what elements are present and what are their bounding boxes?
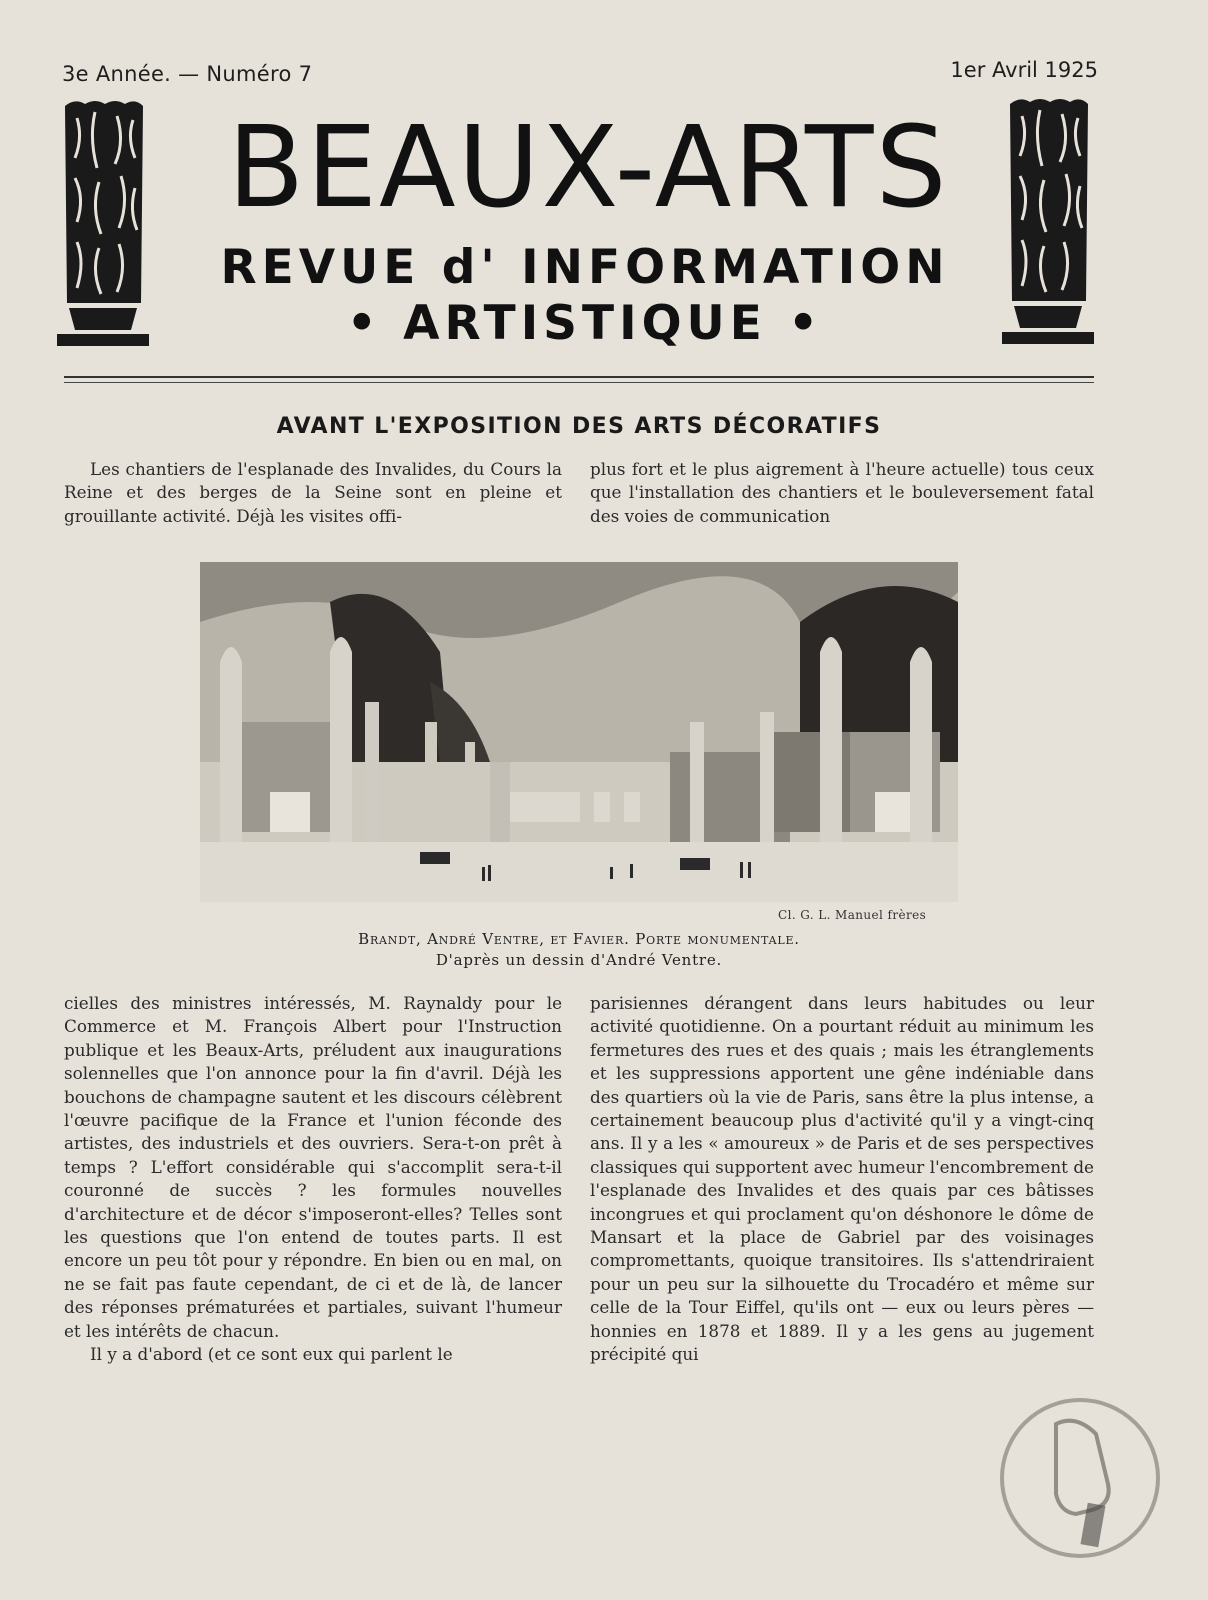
illustration-monumental-gate <box>200 562 958 902</box>
divider-rule-thin <box>64 382 1094 383</box>
paragraph: cielles des ministres intéressés, M. Raynaldy pour le Commerce et M. François Albert pour l'Instruction publique et les Beaux-Arts, préludent aux inaugurations solennelles que l'on annonce pour la fin d'avril. Déjà les bouchons de champagne sautent et les discours célèbrent l'œuvre pacifique de la France et l'union féconde des artistes, des industriels et des ouvriers. Sera-t-on prêt à temps ? L'effort considérable qui s'accomplit sera-t-il couronné de succès ? les formules nouvelles d'architecture et de décor s'imposeront-elles? Telles sont les questions que l'on entend de toutes parts. Il est encore un peu tôt pour y répondre. En bien ou en mal, on ne se fait pas faute cependant, de ci et de là, de lancer des réponses prématurées et partiales, suivant l'humeur et les intérêts de chacun. <box>64 993 562 1341</box>
figure-caption-2: D'après un dessin d'André Ventre. <box>435 951 723 969</box>
masthead-title: BEAUX-ARTS <box>227 103 949 233</box>
article-column-bottom-right <box>590 992 1094 1367</box>
paragraph: plus fort et le plus aigrement à l'heure actuelle) tous ceux que l'installation des chantiers et le bouleversement fatal des voies de communication <box>590 459 1094 526</box>
article-column-bottom-left <box>64 992 562 1367</box>
ornament-column-left <box>55 98 151 358</box>
masthead-subtitle-2: • ARTISTIQUE • <box>346 296 824 351</box>
figure-caption: Brandt, André Ventre, et Favier. Porte monumentale. <box>358 930 800 948</box>
article-column-top-left <box>64 458 562 528</box>
library-stamp-watermark <box>996 1394 1164 1562</box>
photo-credit: Cl. G. L. Manuel frères <box>778 908 927 922</box>
ornament-column-right <box>1000 96 1096 356</box>
issue-date: 1er Avril 1925 <box>950 58 1098 82</box>
issue-number: 3e Année. — Numéro 7 <box>62 62 313 86</box>
masthead-subtitle: REVUE d' INFORMATION <box>220 240 950 295</box>
article-headline: AVANT L'EXPOSITION DES ARTS DÉCORATIFS <box>276 414 882 439</box>
paragraph: Les chantiers de l'esplanade des Invalides, du Cours la Reine et des berges de la Seine sont en pleine et grouillante activité. Déjà les visites offi- <box>64 459 562 526</box>
paragraph: parisiennes dérangent dans leurs habitudes ou leur activité quotidienne. On a pourtant réduit au minimum les fermetures des rues et des quais ; mais les étranglements et les suppressions apportent une gêne indéniable dans des quartiers où la vie de Paris, sans être la plus intense, a certainement beaucoup plus d'activité qu'il y a vingt-cinq ans. Il y a les « amoureux » de Paris et de ses perspectives classiques qui supportent avec humeur l'encombrement de l'esplanade des Invalides et des quais par ces bâtisses incongrues et qui proclament qu'on déshonore le dôme de Mansart et la place de Gabriel par des voisinages compromettants, quoique transitoires. Ils s'attendriraient pour un peu sur la silhouette du Trocadéro et même sur celle de la Tour Eiffel, qu'ils ont — eux ou leurs pères — honnies en 1878 et 1889. Il y a les gens au jugement précipité qui <box>590 993 1094 1365</box>
paragraph: Il y a d'abord (et ce sont eux qui parlent le <box>90 1344 453 1365</box>
article-column-top-right <box>590 458 1094 528</box>
divider-rule <box>64 376 1094 378</box>
